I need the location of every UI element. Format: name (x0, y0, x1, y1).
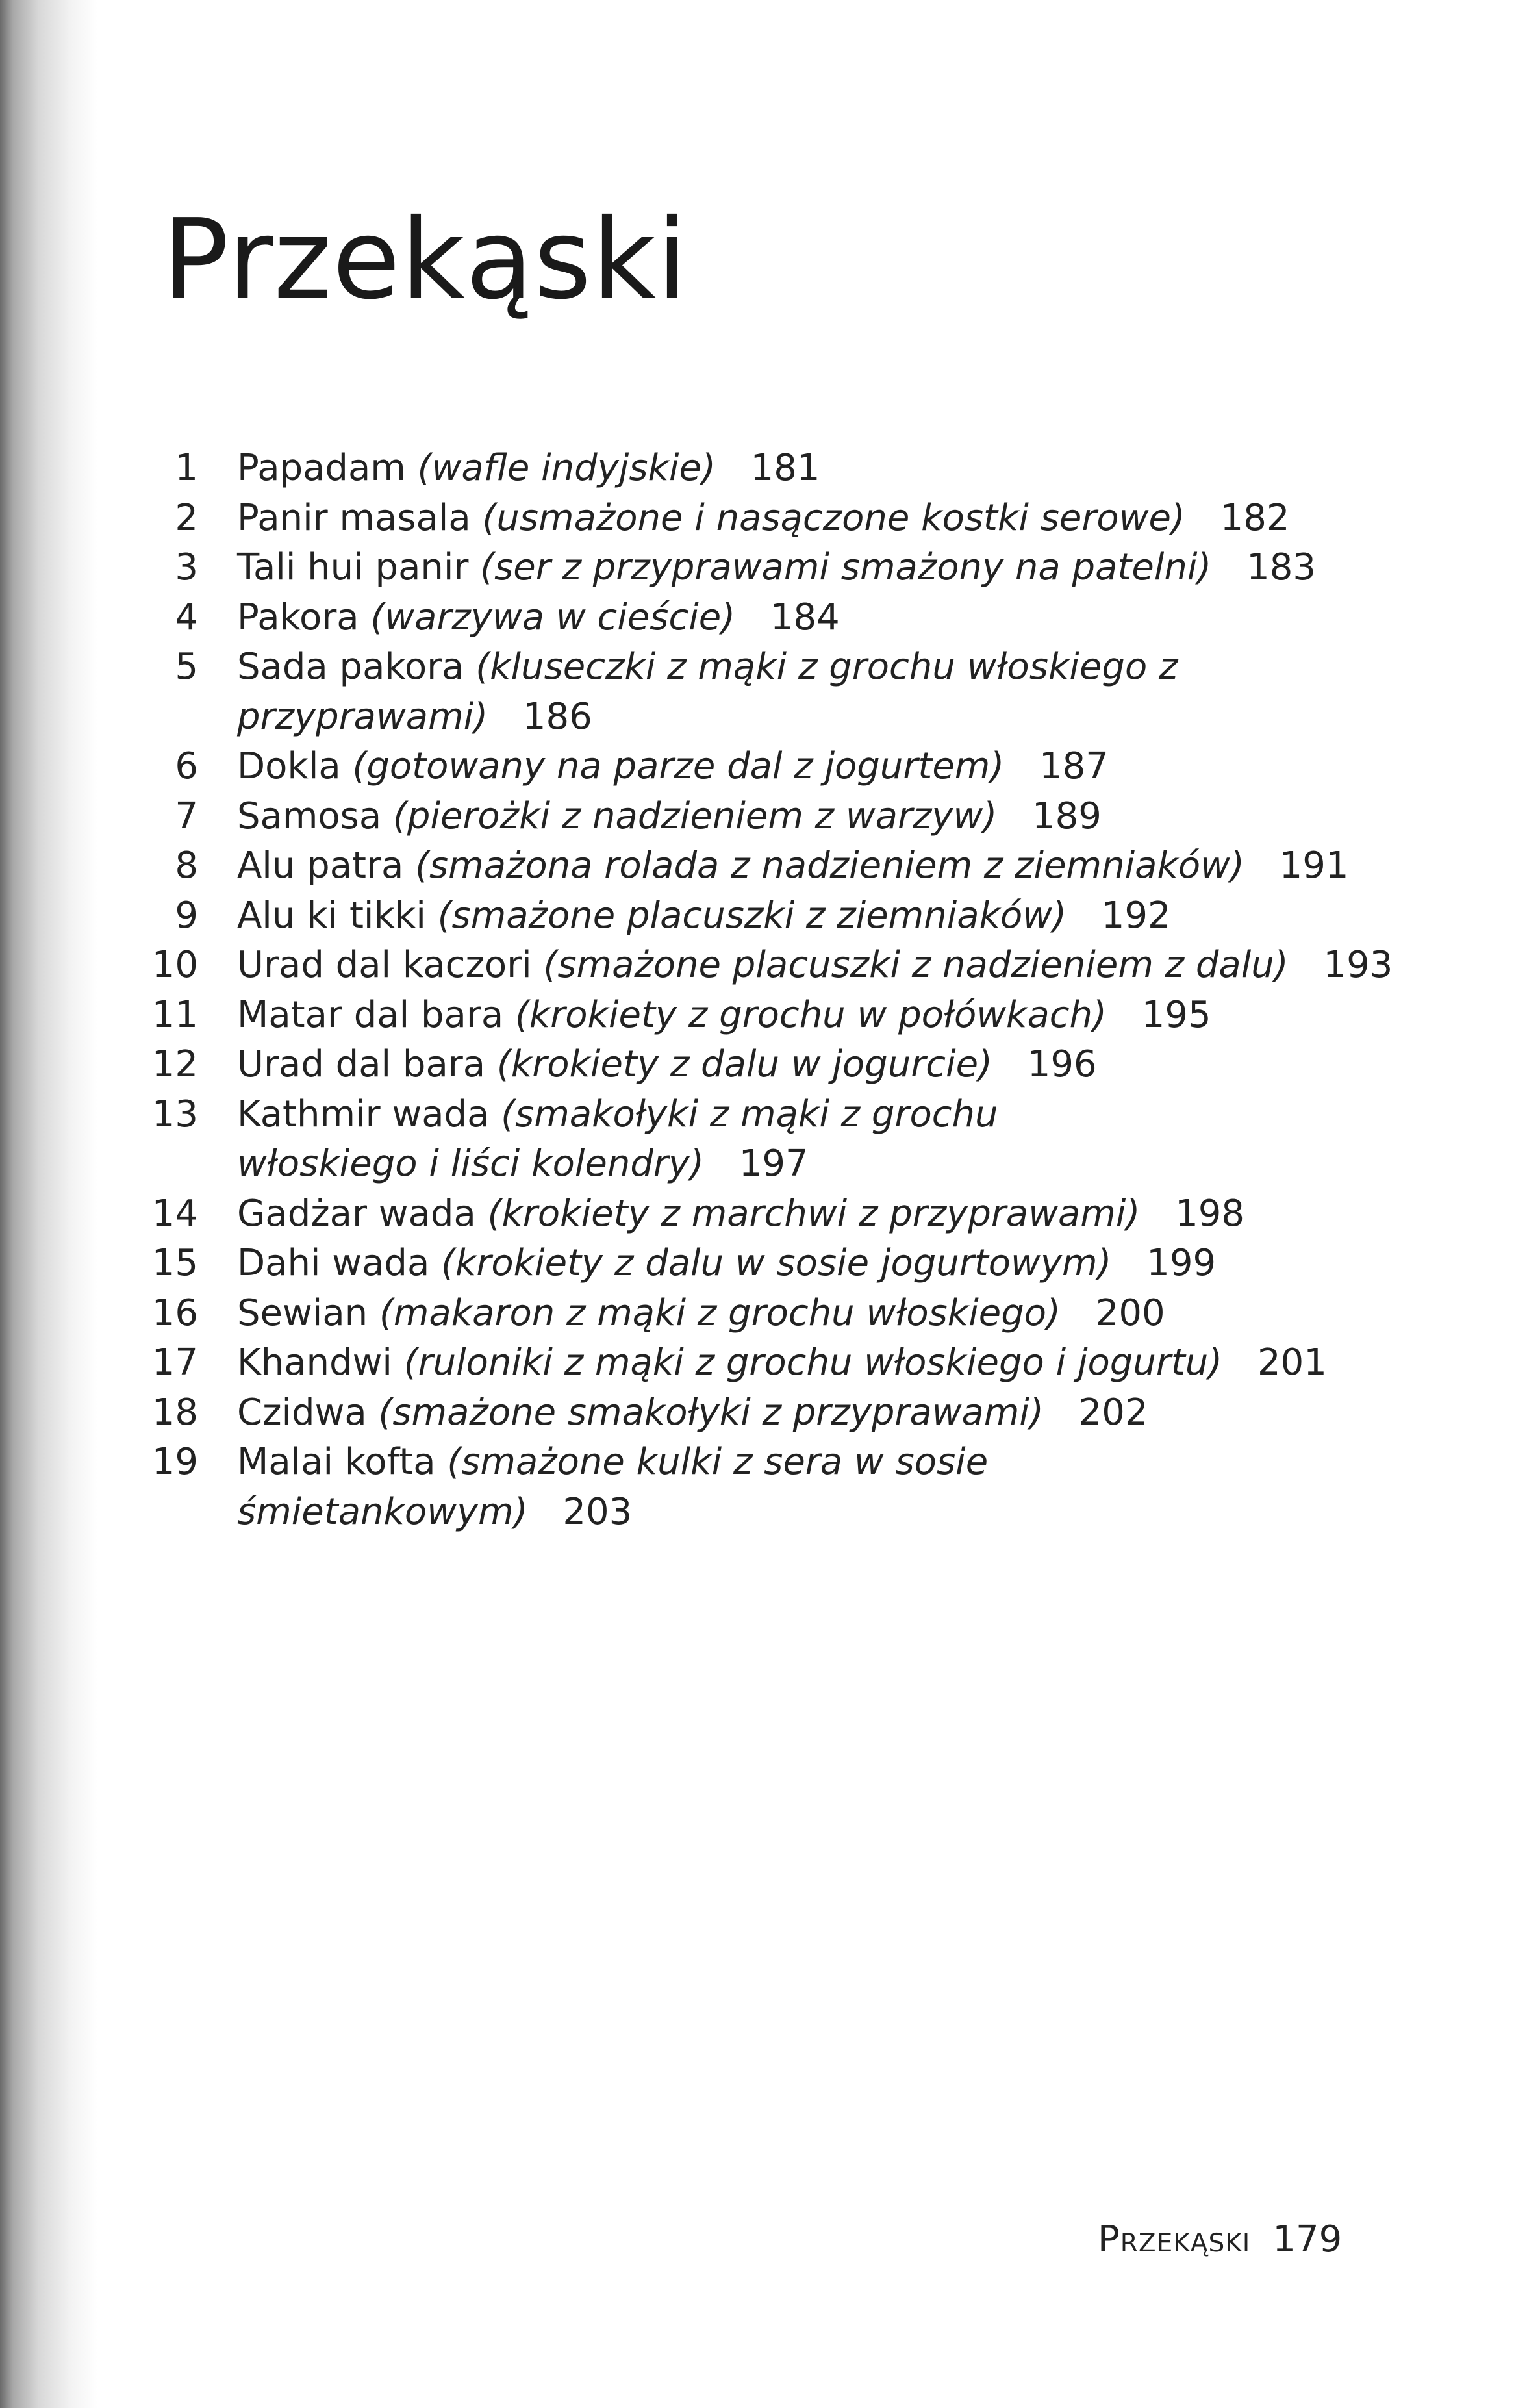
recipe-page-number: 182 (1220, 496, 1290, 539)
recipe-page-number: 202 (1078, 1391, 1148, 1434)
page-number: 179 (1272, 2218, 1343, 2261)
recipe-description: (krokiety z dalu w jogurcie) (496, 1043, 992, 1085)
recipe-number: 17 (151, 1341, 198, 1384)
recipe-item (149, 991, 1474, 1041)
recipe-page-number: 195 (1141, 993, 1211, 1036)
recipe-description: (ser z przyprawami smażony na patelni) (480, 546, 1212, 589)
recipe-number: 12 (151, 1043, 198, 1085)
recipe-page-number: 193 (1323, 944, 1393, 986)
running-footer (1098, 2215, 1342, 2264)
recipe-description: (makaron z mąki z grochu włoskiego) (379, 1291, 1061, 1334)
recipe-description: (krokiety z grochu w połówkach) (514, 993, 1107, 1036)
recipe-item (149, 1289, 1474, 1339)
recipe-name: Alu ki tikki (237, 894, 426, 937)
recipe-description: (smażone kulki z sera w sosie śmietankowym) (237, 1441, 989, 1533)
recipe-name: Samosa (237, 794, 382, 837)
recipe-item (149, 494, 1474, 544)
recipe-description: (smażona rolada z nadzieniem z ziemniaków) (415, 844, 1244, 887)
recipe-description: (gotowany na parze dal z jogurtem) (352, 745, 1005, 787)
recipe-number: 4 (175, 596, 198, 639)
recipe-name: Matar dal bara (237, 993, 504, 1036)
recipe-name: Sewian (237, 1291, 368, 1334)
recipe-page-number: 199 (1146, 1242, 1217, 1284)
recipe-item (149, 1239, 1474, 1289)
recipe-name: Panir masala (237, 496, 471, 539)
recipe-number: 11 (151, 993, 198, 1036)
recipe-item (149, 444, 1474, 494)
recipe-name: Alu patra (237, 844, 404, 887)
recipe-name: Tali hui panir (237, 546, 469, 589)
recipe-item (149, 941, 1474, 991)
page-title: Przekąski (162, 196, 688, 324)
recipe-name: Sada pakora (237, 646, 464, 688)
recipe-description: (krokiety z marchwi z przyprawami) (487, 1192, 1141, 1235)
recipe-number: 13 (151, 1093, 198, 1135)
recipe-number: 7 (175, 794, 198, 837)
recipe-number: 15 (151, 1242, 198, 1284)
recipe-description: (smażone placuszki z nadzieniem z dalu) (543, 944, 1289, 986)
recipe-item (149, 1388, 1474, 1438)
recipe-item (149, 891, 1474, 941)
recipe-number: 14 (151, 1192, 198, 1235)
recipe-name: Czidwa (237, 1391, 367, 1434)
recipe-number: 16 (151, 1291, 198, 1334)
recipe-description: (krokiety z dalu w sosie jogurtowym) (441, 1242, 1112, 1284)
recipe-name: Urad dal kaczori (237, 944, 532, 986)
recipe-page-number: 196 (1027, 1043, 1097, 1085)
recipe-item (149, 742, 1474, 792)
recipe-description: (smażone smakołyki z przyprawami) (378, 1391, 1044, 1434)
recipe-name: Dokla (237, 745, 341, 787)
recipe-page-number: 187 (1039, 745, 1109, 787)
recipe-number: 5 (175, 646, 198, 688)
recipe-name: Kathmir wada (237, 1093, 490, 1135)
recipe-page-number: 203 (562, 1490, 633, 1533)
recipe-page-number: 201 (1257, 1341, 1327, 1384)
page-gutter-shadow (0, 0, 97, 2408)
recipe-number: 19 (151, 1441, 198, 1483)
recipe-description: (smażone placuszki z ziemniaków) (437, 894, 1066, 937)
recipe-name: Pakora (237, 596, 359, 639)
recipe-description: (wafle indyjskie) (417, 447, 716, 489)
recipe-number: 10 (151, 944, 198, 986)
recipe-name: Urad dal bara (237, 1043, 486, 1085)
recipe-number: 9 (175, 894, 198, 937)
recipe-name: Malai kofta (237, 1441, 436, 1483)
recipe-number: 18 (151, 1391, 198, 1434)
recipe-item (149, 593, 1474, 643)
recipe-number: 6 (175, 745, 198, 787)
recipe-description: (warzywa w cieście) (370, 596, 736, 639)
recipe-number: 1 (175, 447, 198, 489)
recipe-name: Khandwi (237, 1341, 392, 1384)
recipe-item (149, 792, 1474, 842)
recipe-item (149, 543, 1474, 593)
recipe-page-number: 200 (1095, 1291, 1165, 1334)
recipe-item (149, 1438, 1081, 1537)
recipe-item (149, 1040, 1474, 1090)
recipe-number: 3 (175, 546, 198, 589)
recipe-description: (usmażone i nasączone kostki serowe) (482, 496, 1185, 539)
recipe-name: Dahi wada (237, 1242, 430, 1284)
recipe-page-number: 186 (522, 695, 592, 738)
recipe-page-number: 198 (1175, 1192, 1244, 1235)
recipe-description: (smakołyki z mąki z grochu włoskiego i liści kolendry) (237, 1093, 998, 1185)
recipe-list (149, 444, 1474, 1537)
recipe-item (149, 1338, 1474, 1388)
running-footer-title: Przekąski (1098, 2218, 1251, 2261)
recipe-description: (kluseczki z mąki z grochu włoskiego z przyprawami) (237, 646, 1178, 738)
recipe-page-number: 197 (738, 1143, 809, 1185)
recipe-description: (pierożki z nadzieniem z warzyw) (392, 794, 998, 837)
recipe-page-number: 192 (1101, 894, 1171, 937)
recipe-name: Gadżar wada (237, 1192, 476, 1235)
recipe-item (149, 1090, 1081, 1189)
recipe-number: 8 (175, 844, 198, 887)
recipe-item (149, 642, 1250, 742)
recipe-description: (ruloniki z mąki z grochu włoskiego i jogurtu) (403, 1341, 1223, 1384)
recipe-page-number: 189 (1032, 794, 1102, 837)
recipe-number: 2 (175, 496, 198, 539)
recipe-page-number: 181 (750, 447, 820, 489)
recipe-page-number: 184 (770, 596, 840, 639)
recipe-item (149, 841, 1474, 891)
recipe-page-number: 183 (1246, 546, 1316, 589)
recipe-item (149, 1189, 1474, 1239)
recipe-name: Papadam (237, 447, 406, 489)
recipe-page-number: 191 (1279, 844, 1349, 887)
